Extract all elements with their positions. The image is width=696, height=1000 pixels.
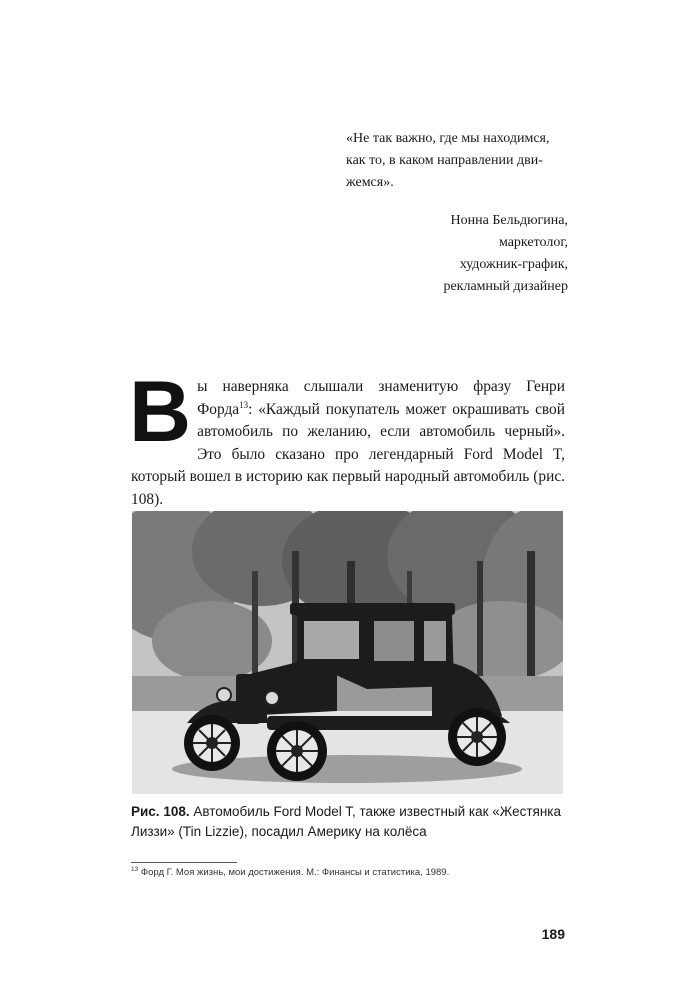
caption-text: Автомобиль Ford Model T, также известный как «Жестянка Лиззи» (Tin Lizzie), посадил Америку на колёса <box>131 804 561 839</box>
author-role-3: рекламный дизайнер <box>443 279 568 294</box>
footnote-divider <box>131 862 237 863</box>
body-text-start: ы наверняка слышали знаменитую фразу Генри Форда <box>197 378 565 418</box>
epigraph-author <box>346 210 568 298</box>
body-paragraph <box>129 364 565 511</box>
footnote-number: 13 <box>131 865 139 873</box>
author-role-2: художник-график, <box>459 257 568 272</box>
figure-caption <box>131 802 571 842</box>
footnote <box>131 866 571 880</box>
epigraph <box>346 128 568 298</box>
footnote-reference[interactable]: 13 <box>239 399 249 410</box>
page-number: 189 <box>541 926 565 942</box>
body-text-rest: : «Каждый покупатель может окрашивать свой автомобиль по желанию, если автомобиль черный». Это было сказано про легендарный Ford Model T, который вошел в историю как первый народный автомобиль (рис. 108). <box>131 400 565 508</box>
footnote-text: Форд Г. Моя жизнь, мои достижения. М.: Финансы и статистика, 1989. <box>140 867 450 878</box>
epigraph-quote: «Не так важно, где мы находимся, как то, в каком направлении дви-жемся». <box>346 131 550 190</box>
ford-model-t-illustration <box>132 511 563 794</box>
car-photo <box>132 511 563 794</box>
author-role-1: маркетолог, <box>498 235 568 250</box>
author-name: Нонна Бельдюгина, <box>450 213 568 228</box>
figure-label: Рис. 108. <box>131 804 190 819</box>
drop-cap: В <box>129 364 192 460</box>
